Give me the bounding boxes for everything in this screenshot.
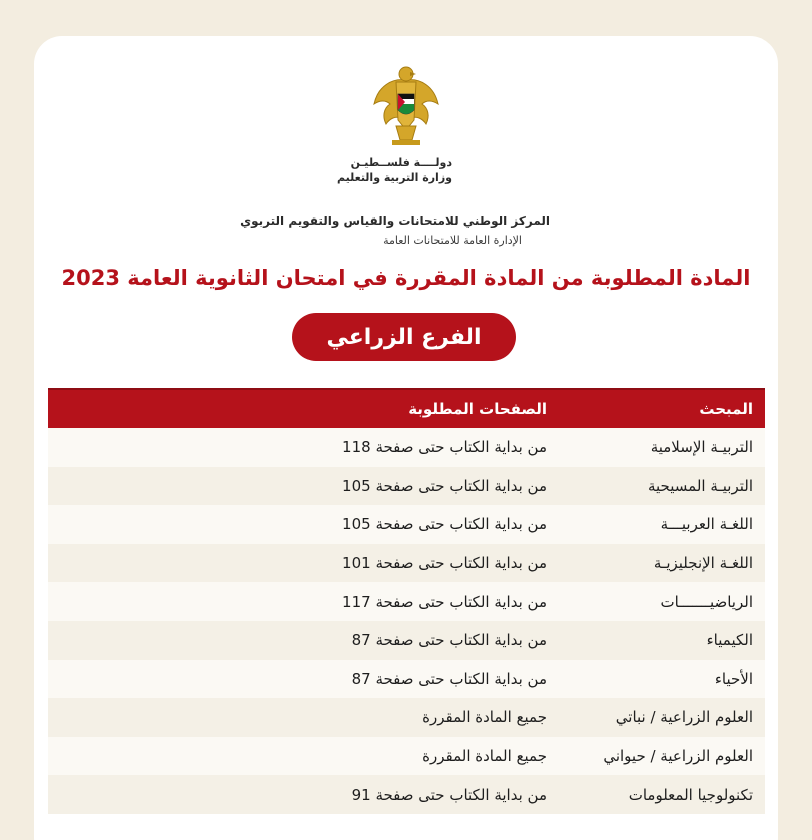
pages-cell: من بداية الكتاب حتى صفحة 105 <box>342 515 547 534</box>
table-row <box>48 544 765 583</box>
subject-cell: اللغـة العربيـــة <box>660 515 753 534</box>
pages-cell: من بداية الكتاب حتى صفحة 101 <box>342 554 547 573</box>
table-row <box>48 660 765 699</box>
header-pages: الصفحات المطلوبة <box>408 400 547 418</box>
subject-cell: الأحياء <box>714 669 753 688</box>
branch-label: الفرع الزراعي <box>326 324 482 350</box>
table-row <box>48 621 765 660</box>
table-row <box>48 737 765 776</box>
pages-cell: من بداية الكتاب حتى صفحة 105 <box>342 476 547 495</box>
pages-cell: جميع المادة المقررة <box>422 747 547 766</box>
table-row <box>48 467 765 506</box>
pages-cell: من بداية الكتاب حتى صفحة 91 <box>351 785 547 804</box>
pages-cell: من بداية الكتاب حتى صفحة 117 <box>342 592 547 611</box>
subject-cell: التربيـة الإسلامية <box>650 438 753 457</box>
pages-cell: جميع المادة المقررة <box>422 708 547 727</box>
subject-cell: الرياضيـــــــات <box>660 592 753 611</box>
center-name: المركز الوطني للامتحانات والقياس والتقويم التربوي <box>240 214 550 228</box>
subjects-table <box>48 388 765 814</box>
subject-cell: الكيمياء <box>706 631 753 650</box>
table-body <box>48 428 765 814</box>
table-header <box>48 388 765 428</box>
subject-cell: تكنولوجيا المعلومات <box>628 785 753 804</box>
table-row <box>48 582 765 621</box>
admin-name: الإدارة العامة للامتحانات العامة <box>383 234 522 247</box>
branch-badge <box>292 313 516 361</box>
page-title: المادة المطلوبة من المادة المقررة في امتحان الثانوية العامة 2023 <box>61 266 751 290</box>
state-name: دولــــة فلســطيـن <box>350 156 452 169</box>
subject-cell: العلوم الزراعية / حيواني <box>603 747 753 766</box>
table-row <box>48 775 765 814</box>
palestine-eagle-emblem-icon <box>370 60 442 148</box>
pages-cell: من بداية الكتاب حتى صفحة 118 <box>342 438 547 457</box>
subject-cell: اللغـة الإنجليزيـة <box>653 554 753 573</box>
subject-cell: العلوم الزراعية / نباتي <box>615 708 753 727</box>
table-row <box>48 698 765 737</box>
header-subject: المبحث <box>699 400 753 418</box>
pages-cell: من بداية الكتاب حتى صفحة 87 <box>351 669 547 688</box>
subject-cell: التربيـة المسيحية <box>647 476 753 495</box>
table-row <box>48 505 765 544</box>
ministry-name: وزارة التربية والتعليم <box>337 171 452 184</box>
table-row <box>48 428 765 467</box>
pages-cell: من بداية الكتاب حتى صفحة 87 <box>351 631 547 650</box>
